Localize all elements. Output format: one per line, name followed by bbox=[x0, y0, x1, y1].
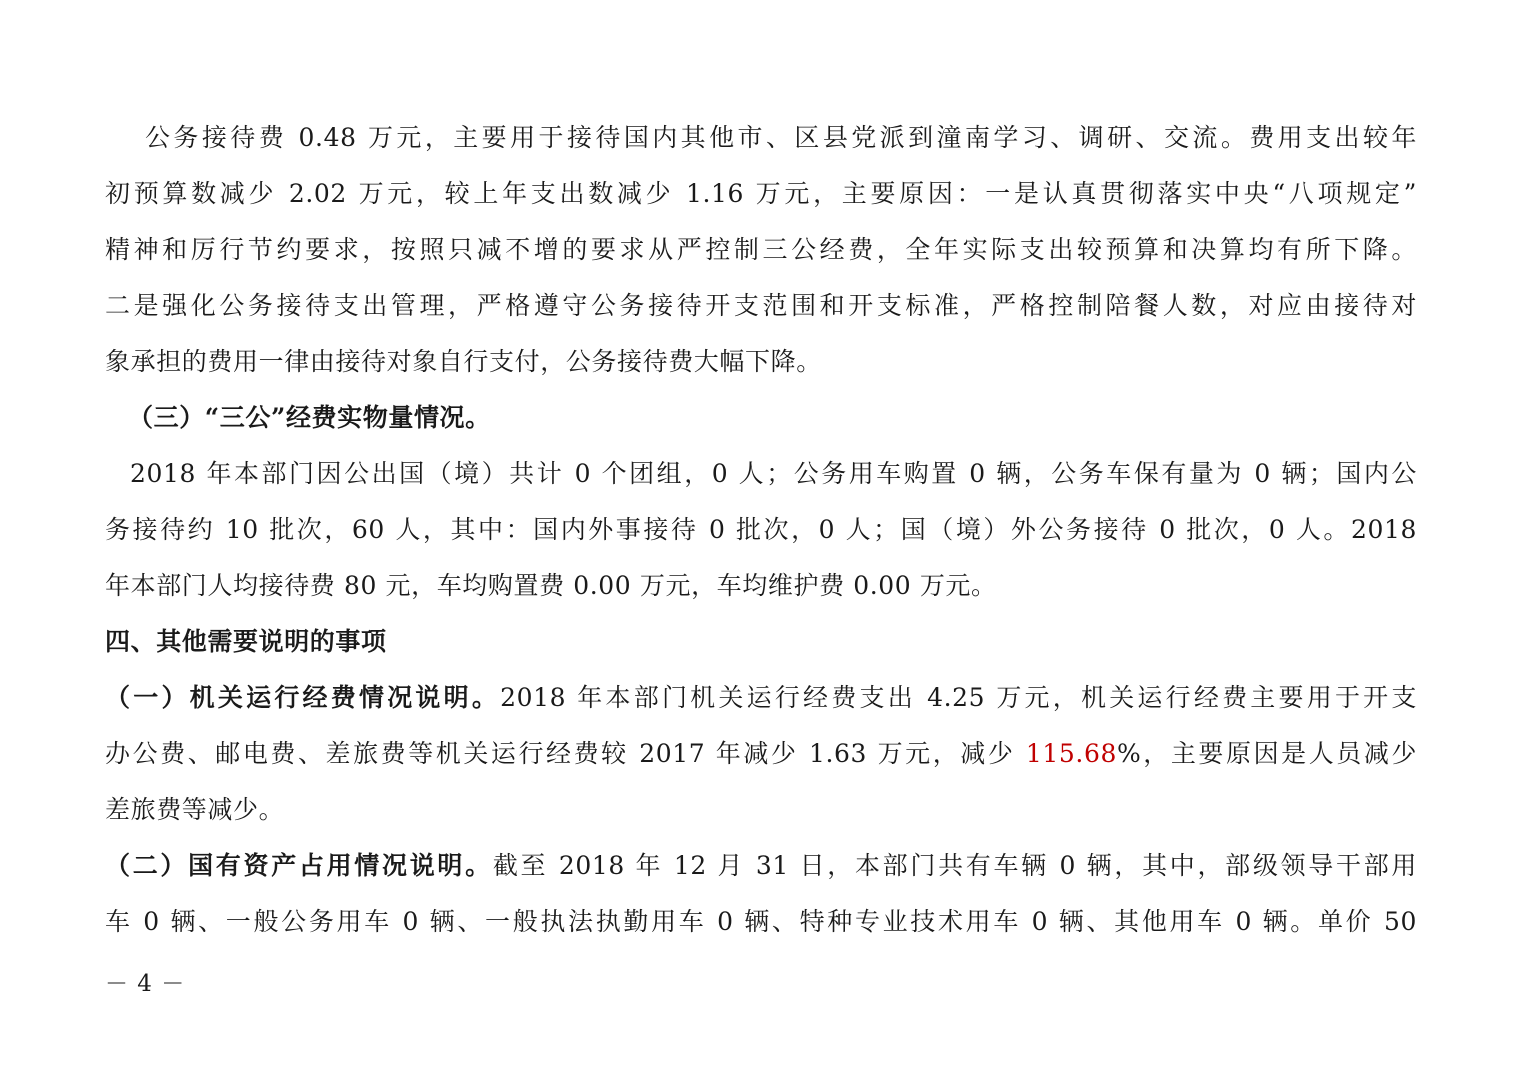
paragraph-4-line-1 bbox=[105, 838, 1417, 894]
paragraph-2-line-3: 年本部门人均接待费 80 元，车均购置费 0.00 万元，车均维护费 0.00 万元。 bbox=[105, 571, 997, 600]
paragraph-1-line-4: 二是强化公务接待支出管理，严格遵守公务接待开支范围和开支标准，严格控制陪餐人数，对应由接待对 bbox=[105, 291, 1417, 320]
section-heading-four: 四、其他需要说明的事项 bbox=[105, 627, 387, 656]
page-number: － 4 － bbox=[105, 971, 186, 997]
section-heading-three: （三）“三公”经费实物量情况。 bbox=[128, 403, 491, 432]
paragraph-3-line-2 bbox=[105, 726, 1417, 782]
paragraph-3-line-2-text-a: 办公费、邮电费、差旅费等机关运行经费较 2017 年减少 1.63 万元，减少 bbox=[105, 739, 1026, 768]
paragraph-3-line-1 bbox=[105, 670, 1417, 726]
subsection-title-1: （一）机关运行经费情况说明。 bbox=[105, 683, 501, 712]
subsection-title-2: （二）国有资产占用情况说明。 bbox=[105, 851, 493, 880]
paragraph-3-line-3: 差旅费等减少。 bbox=[105, 795, 285, 824]
paragraph-1-line-2: 初预算数减少 2.02 万元，较上年支出数减少 1.16 万元，主要原因：一是认真贯彻落实中央“八项规定” bbox=[105, 179, 1417, 208]
paragraph-3-line-2-text-b: %，主要原因是人员减少 bbox=[1116, 739, 1417, 768]
paragraph-2-line-1: 2018 年本部门因公出国（境）共计 0 个团组，0 人；公务用车购置 0 辆，公务车保有量为 0 辆；国内公 bbox=[130, 459, 1417, 488]
paragraph-4-line-1-text: 截至 2018 年 12 月 31 日，本部门共有车辆 0 辆，其中，部级领导干部用 bbox=[492, 851, 1417, 880]
paragraph-1-line-3: 精神和厉行节约要求，按照只减不增的要求从严控制三公经费，全年实际支出较预算和决算均有所下降。 bbox=[105, 235, 1417, 264]
paragraph-2-line-2: 务接待约 10 批次，60 人，其中：国内外事接待 0 批次，0 人；国（境）外公务接待 0 批次，0 人。2018 bbox=[105, 515, 1417, 544]
paragraph-3-line-1-text: 2018 年本部门机关运行经费支出 4.25 万元，机关运行经费主要用于开支 bbox=[500, 683, 1418, 712]
paragraph-1-line-5: 象承担的费用一律由接待对象自行支付，公务接待费大幅下降。 bbox=[105, 347, 822, 376]
paragraph-4-line-2: 车 0 辆、一般公务用车 0 辆、一般执法执勤用车 0 辆、特种专业技术用车 0 辆、其他用车 0 辆。单价 50 bbox=[105, 907, 1417, 936]
paragraph-1-line-1: 公务接待费 0.48 万元，主要用于接待国内其他市、区县党派到潼南学习、调研、交流。费用支出较年 bbox=[145, 123, 1417, 152]
highlighted-percentage: 115.68 bbox=[1025, 739, 1117, 768]
